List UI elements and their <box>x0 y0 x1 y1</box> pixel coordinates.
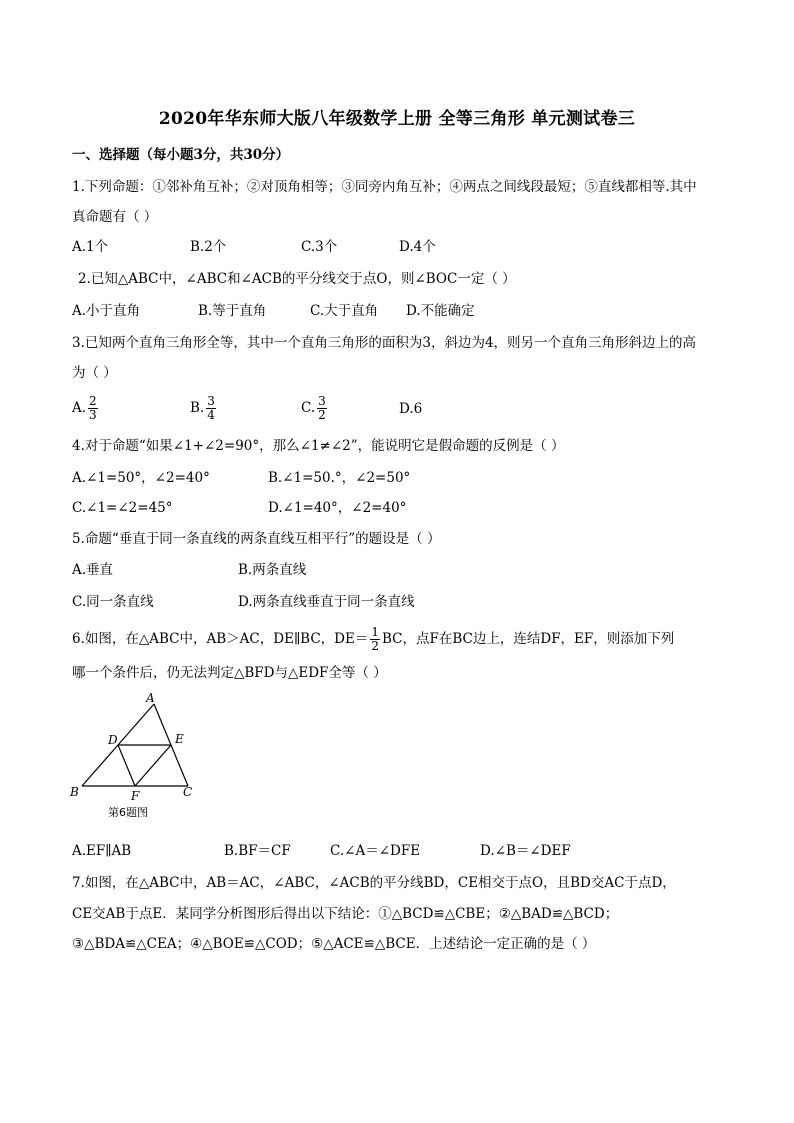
question-4-text: 4.对于命题“如果∠1+∠2=90°，那么∠1≠∠2”，能说明它是假命题的反例是（ ） <box>72 438 565 454</box>
label-f: F <box>131 789 140 803</box>
q3-option-a: A. $\frac{2}{3}$ <box>72 394 97 422</box>
q5-option-a: A.垂直 <box>72 562 114 578</box>
page-title: 2020年华东师大版八年级数学上册 全等三角形 单元测试卷三 <box>158 109 636 129</box>
figure-caption: 第6题图 <box>108 806 148 819</box>
fraction: $\frac{2}{3}$ <box>89 394 97 422</box>
question-6-text: 6.如图，在△ABC中，AB＞AC，DE∥BC，DE＝ $\frac{1}{2}$ BC，点F在BC边上，连结DF，EF，则添加下列 <box>72 625 675 653</box>
q4-option-a: A.∠1=50°，∠2=40° <box>72 470 210 486</box>
question-1-text: 1.下列命题：①邻补角互补；②对顶角相等；③同旁内角互补；④两点之间线段最短；⑤直线都相等.其中 <box>72 179 697 195</box>
question-1-text-cont: 真命题有（ ） <box>72 209 158 225</box>
q1-option-c: C.3个 <box>301 239 338 255</box>
question-6-text-cont: 哪一个条件后，仍无法判定△BFD与△EDF全等（ ） <box>72 665 387 681</box>
q1-option-d: D.4个 <box>399 239 436 255</box>
q2-option-d: D.不能确定 <box>406 303 475 319</box>
fraction: $\frac{3}{4}$ <box>207 394 215 422</box>
fraction: $\frac{3}{2}$ <box>318 394 326 422</box>
question-3-text-cont: 为（ ） <box>72 365 117 381</box>
q5-option-b: B.两条直线 <box>238 562 307 578</box>
q4-option-b: B.∠1=50.°，∠2=50° <box>268 470 411 486</box>
q2-option-a: A.小于直角 <box>72 303 141 319</box>
q2-option-c: C.大于直角 <box>310 303 379 319</box>
q3-option-d: D.6 <box>399 401 423 417</box>
q6-option-b: B.BF＝CF <box>224 843 291 859</box>
q2-option-b: B.等于直角 <box>198 303 267 319</box>
triangle-figure <box>66 690 206 830</box>
q6-option-d: D.∠B＝∠DEF <box>480 843 571 859</box>
question-7-text: 7.如图，在△ABC中，AB＝AC，∠ABC，∠ACB的平分线BD，CE相交于点O，且BD交AC于点D， <box>72 875 676 891</box>
question-5-text: 5.命题“垂直于同一条直线的两条直线互相平行”的题设是（ ） <box>72 531 441 547</box>
question-7-text-cont2: ③△BDA≌△CEA；④△BOE≌△COD；⑤△ACE≌△BCE．上述结论一定正确的是（ ） <box>72 936 596 952</box>
q5-option-c: C.同一条直线 <box>72 594 154 610</box>
label-d: D <box>108 733 118 747</box>
label-a: A <box>146 691 155 705</box>
label-e: E <box>175 732 184 746</box>
q6-option-a: A.EF∥AB <box>72 843 132 859</box>
q5-option-d: D.两条直线垂直于同一条直线 <box>238 594 415 610</box>
q4-option-c: C.∠1=∠2=45° <box>72 500 173 516</box>
question-7-text-cont: CE交AB于点E．某同学分析图形后得出以下结论：①△BCD≌△CBE；②△BAD≌△BCD； <box>72 906 619 922</box>
label-c: C <box>183 785 193 799</box>
q1-option-a: A.1个 <box>72 239 109 255</box>
q1-option-b: B.2个 <box>190 239 227 255</box>
q3-option-b: B. $\frac{3}{4}$ <box>190 394 215 422</box>
segment-df <box>118 745 135 786</box>
fraction: $\frac{1}{2}$ <box>371 625 379 653</box>
question-2-text: 2.已知△ABC中，∠ABC和∠ACB的平分线交于点O，则∠BOC一定（ ） <box>78 271 516 287</box>
section-heading: 一、选择题（每小题3分，共30分） <box>72 147 290 163</box>
q4-option-d: D.∠1=40°，∠2=40° <box>268 500 407 516</box>
segment-ef <box>135 745 171 786</box>
question-3-text: 3.已知两个直角三角形全等，其中一个直角三角形的面积为3，斜边为4，则另一个直角三角形斜边上的高 <box>72 335 697 351</box>
q3-option-c: C. $\frac{3}{2}$ <box>301 394 326 422</box>
label-b: B <box>70 785 79 799</box>
q6-option-c: C.∠A＝∠DFE <box>330 843 421 859</box>
